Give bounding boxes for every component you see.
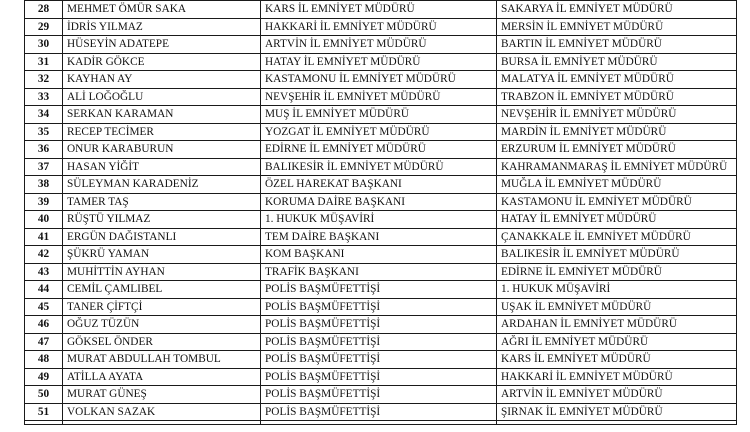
current-position: ÖZEL HAREKAT BAŞKANI (261, 176, 497, 194)
table-row (25, 53, 737, 71)
current-position: TRAFİK BAŞKANI (261, 263, 497, 281)
row-number: 29 (25, 18, 63, 36)
new-position: KARS İL EMNİYET MÜDÜRÜ (497, 351, 737, 369)
new-position: MUĞLA İL EMNİYET MÜDÜRÜ (497, 176, 737, 194)
row-number: 51 (25, 403, 63, 421)
person-name: MURAT GÜNEŞ (63, 386, 261, 404)
new-position: MALATYA İL EMNİYET MÜDÜRÜ (497, 71, 737, 89)
new-position: HATAY İL EMNİYET MÜDÜRÜ (497, 211, 737, 229)
new-position: KAHRAMANMARAŞ İL EMNİYET MÜDÜRÜ (497, 158, 737, 176)
person-name: RECEP TECİMER (63, 123, 261, 141)
new-position: ŞIRNAK İL EMNİYET MÜDÜRÜ (497, 403, 737, 421)
person-name: OĞUZ TÜZÜN (63, 316, 261, 334)
person-name: İDRİS YILMAZ (63, 18, 261, 36)
table-row (25, 123, 737, 141)
new-position: ÇANAKKALE İL EMNİYET MÜDÜRÜ (497, 228, 737, 246)
current-position: KORUMA DAİRE BAŞKANI (261, 193, 497, 211)
new-position: NEVŞEHİR İL EMNİYET MÜDÜRÜ (497, 106, 737, 124)
row-number: 41 (25, 228, 63, 246)
person-name: ŞÜKRÜ YAMAN (63, 246, 261, 264)
row-number: 34 (25, 106, 63, 124)
person-name: MURAT ABDULLAH TOMBUL (63, 351, 261, 369)
row-number: 47 (25, 333, 63, 351)
row-number: 44 (25, 281, 63, 299)
empty-cell (497, 421, 737, 425)
assignment-table-body (25, 1, 737, 425)
current-position: POLİS BAŞMÜFETTİŞİ (261, 351, 497, 369)
person-name: TANER ÇİFTÇİ (63, 298, 261, 316)
row-number: 30 (25, 36, 63, 54)
table-row (25, 36, 737, 54)
row-number: 38 (25, 176, 63, 194)
table-row (25, 18, 737, 36)
table-row (25, 403, 737, 421)
new-position: BARTIN İL EMNİYET MÜDÜRÜ (497, 36, 737, 54)
current-position: HATAY İL EMNİYET MÜDÜRÜ (261, 53, 497, 71)
person-name: ERGÜN DAĞISTANLI (63, 228, 261, 246)
table-row (25, 281, 737, 299)
current-position: ARTVİN İL EMNİYET MÜDÜRÜ (261, 36, 497, 54)
current-position: POLİS BAŞMÜFETTİŞİ (261, 403, 497, 421)
row-number: 36 (25, 141, 63, 159)
new-position: MARDİN İL EMNİYET MÜDÜRÜ (497, 123, 737, 141)
new-position: ERZURUM İL EMNİYET MÜDÜRÜ (497, 141, 737, 159)
current-position: POLİS BAŞMÜFETTİŞİ (261, 386, 497, 404)
new-position: EDİRNE İL EMNİYET MÜDÜRÜ (497, 263, 737, 281)
person-name: VOLKAN SAZAK (63, 403, 261, 421)
current-position: BALIKESİR İL EMNİYET MÜDÜRÜ (261, 158, 497, 176)
person-name: KAYHAN AY (63, 71, 261, 89)
person-name: ATİLLA AYATA (63, 368, 261, 386)
table-row (25, 316, 737, 334)
current-position: POLİS BAŞMÜFETTİŞİ (261, 316, 497, 334)
row-number: 45 (25, 298, 63, 316)
table-row (25, 228, 737, 246)
current-position: YOZGAT İL EMNİYET MÜDÜRÜ (261, 123, 497, 141)
new-position: MERSİN İL EMNİYET MÜDÜRÜ (497, 18, 737, 36)
current-position: TEM DAİRE BAŞKANI (261, 228, 497, 246)
row-number: 28 (25, 1, 63, 19)
table-row-partial (25, 421, 737, 425)
row-number: 31 (25, 53, 63, 71)
current-position: KOM BAŞKANI (261, 246, 497, 264)
table-row (25, 386, 737, 404)
row-number: 33 (25, 88, 63, 106)
current-position: KARS İL EMNİYET MÜDÜRÜ (261, 1, 497, 19)
person-name: GÖKSEL ÖNDER (63, 333, 261, 351)
table-row (25, 246, 737, 264)
row-number: 48 (25, 351, 63, 369)
person-name: ONUR KARABURUN (63, 141, 261, 159)
row-number: 39 (25, 193, 63, 211)
table-row (25, 176, 737, 194)
table-row (25, 88, 737, 106)
row-number: 49 (25, 368, 63, 386)
current-position: HAKKARİ İL EMNİYET MÜDÜRÜ (261, 18, 497, 36)
assignment-table (24, 0, 737, 425)
person-name: ALİ LOĞOĞLU (63, 88, 261, 106)
table-row (25, 106, 737, 124)
person-name: MUHİTTİN AYHAN (63, 263, 261, 281)
new-position: ARDAHAN İL EMNİYET MÜDÜRÜ (497, 316, 737, 334)
current-position: KASTAMONU İL EMNİYET MÜDÜRÜ (261, 71, 497, 89)
person-name: HASAN YİĞİT (63, 158, 261, 176)
new-position: SAKARYA İL EMNİYET MÜDÜRÜ (497, 1, 737, 19)
table-row (25, 141, 737, 159)
current-position: 1. HUKUK MÜŞAVİRİ (261, 211, 497, 229)
person-name: CEMİL ÇAMLIBEL (63, 281, 261, 299)
table-row (25, 158, 737, 176)
new-position: HAKKARİ İL EMNİYET MÜDÜRÜ (497, 368, 737, 386)
person-name: MEHMET ÖMÜR SAKA (63, 1, 261, 19)
assignment-document (24, 0, 736, 425)
row-number: 32 (25, 71, 63, 89)
row-number: 35 (25, 123, 63, 141)
current-position: MUŞ İL EMNİYET MÜDÜRÜ (261, 106, 497, 124)
table-row (25, 368, 737, 386)
current-position: POLİS BAŞMÜFETTİŞİ (261, 298, 497, 316)
table-row (25, 71, 737, 89)
empty-cell (261, 421, 497, 425)
person-name: RÜŞTÜ YILMAZ (63, 211, 261, 229)
person-name: KADİR GÖKCE (63, 53, 261, 71)
row-number: 40 (25, 211, 63, 229)
person-name: HÜSEYİN ADATEPE (63, 36, 261, 54)
empty-cell (63, 421, 261, 425)
row-number: 37 (25, 158, 63, 176)
person-name: SERKAN KARAMAN (63, 106, 261, 124)
person-name: TAMER TAŞ (63, 193, 261, 211)
table-row (25, 211, 737, 229)
current-position: NEVŞEHİR İL EMNİYET MÜDÜRÜ (261, 88, 497, 106)
table-row (25, 193, 737, 211)
row-number: 46 (25, 316, 63, 334)
new-position: UŞAK İL EMNİYET MÜDÜRÜ (497, 298, 737, 316)
table-row (25, 263, 737, 281)
table-row (25, 351, 737, 369)
new-position: 1. HUKUK MÜŞAVİRİ (497, 281, 737, 299)
new-position: KASTAMONU İL EMNİYET MÜDÜRÜ (497, 193, 737, 211)
current-position: EDİRNE İL EMNİYET MÜDÜRÜ (261, 141, 497, 159)
row-number: 43 (25, 263, 63, 281)
table-row (25, 298, 737, 316)
new-position: BALIKESİR İL EMNİYET MÜDÜRÜ (497, 246, 737, 264)
new-position: AĞRI İL EMNİYET MÜDÜRÜ (497, 333, 737, 351)
new-position: TRABZON İL EMNİYET MÜDÜRÜ (497, 88, 737, 106)
new-position: ARTVİN İL EMNİYET MÜDÜRÜ (497, 386, 737, 404)
row-number: 50 (25, 386, 63, 404)
current-position: POLİS BAŞMÜFETTİŞİ (261, 281, 497, 299)
person-name: SÜLEYMAN KARADENİZ (63, 176, 261, 194)
row-number: 42 (25, 246, 63, 264)
table-row (25, 333, 737, 351)
current-position: POLİS BAŞMÜFETTİŞİ (261, 368, 497, 386)
new-position: BURSA İL EMNİYET MÜDÜRÜ (497, 53, 737, 71)
empty-cell (25, 421, 63, 425)
current-position: POLİS BAŞMÜFETTİŞİ (261, 333, 497, 351)
table-row (25, 1, 737, 19)
